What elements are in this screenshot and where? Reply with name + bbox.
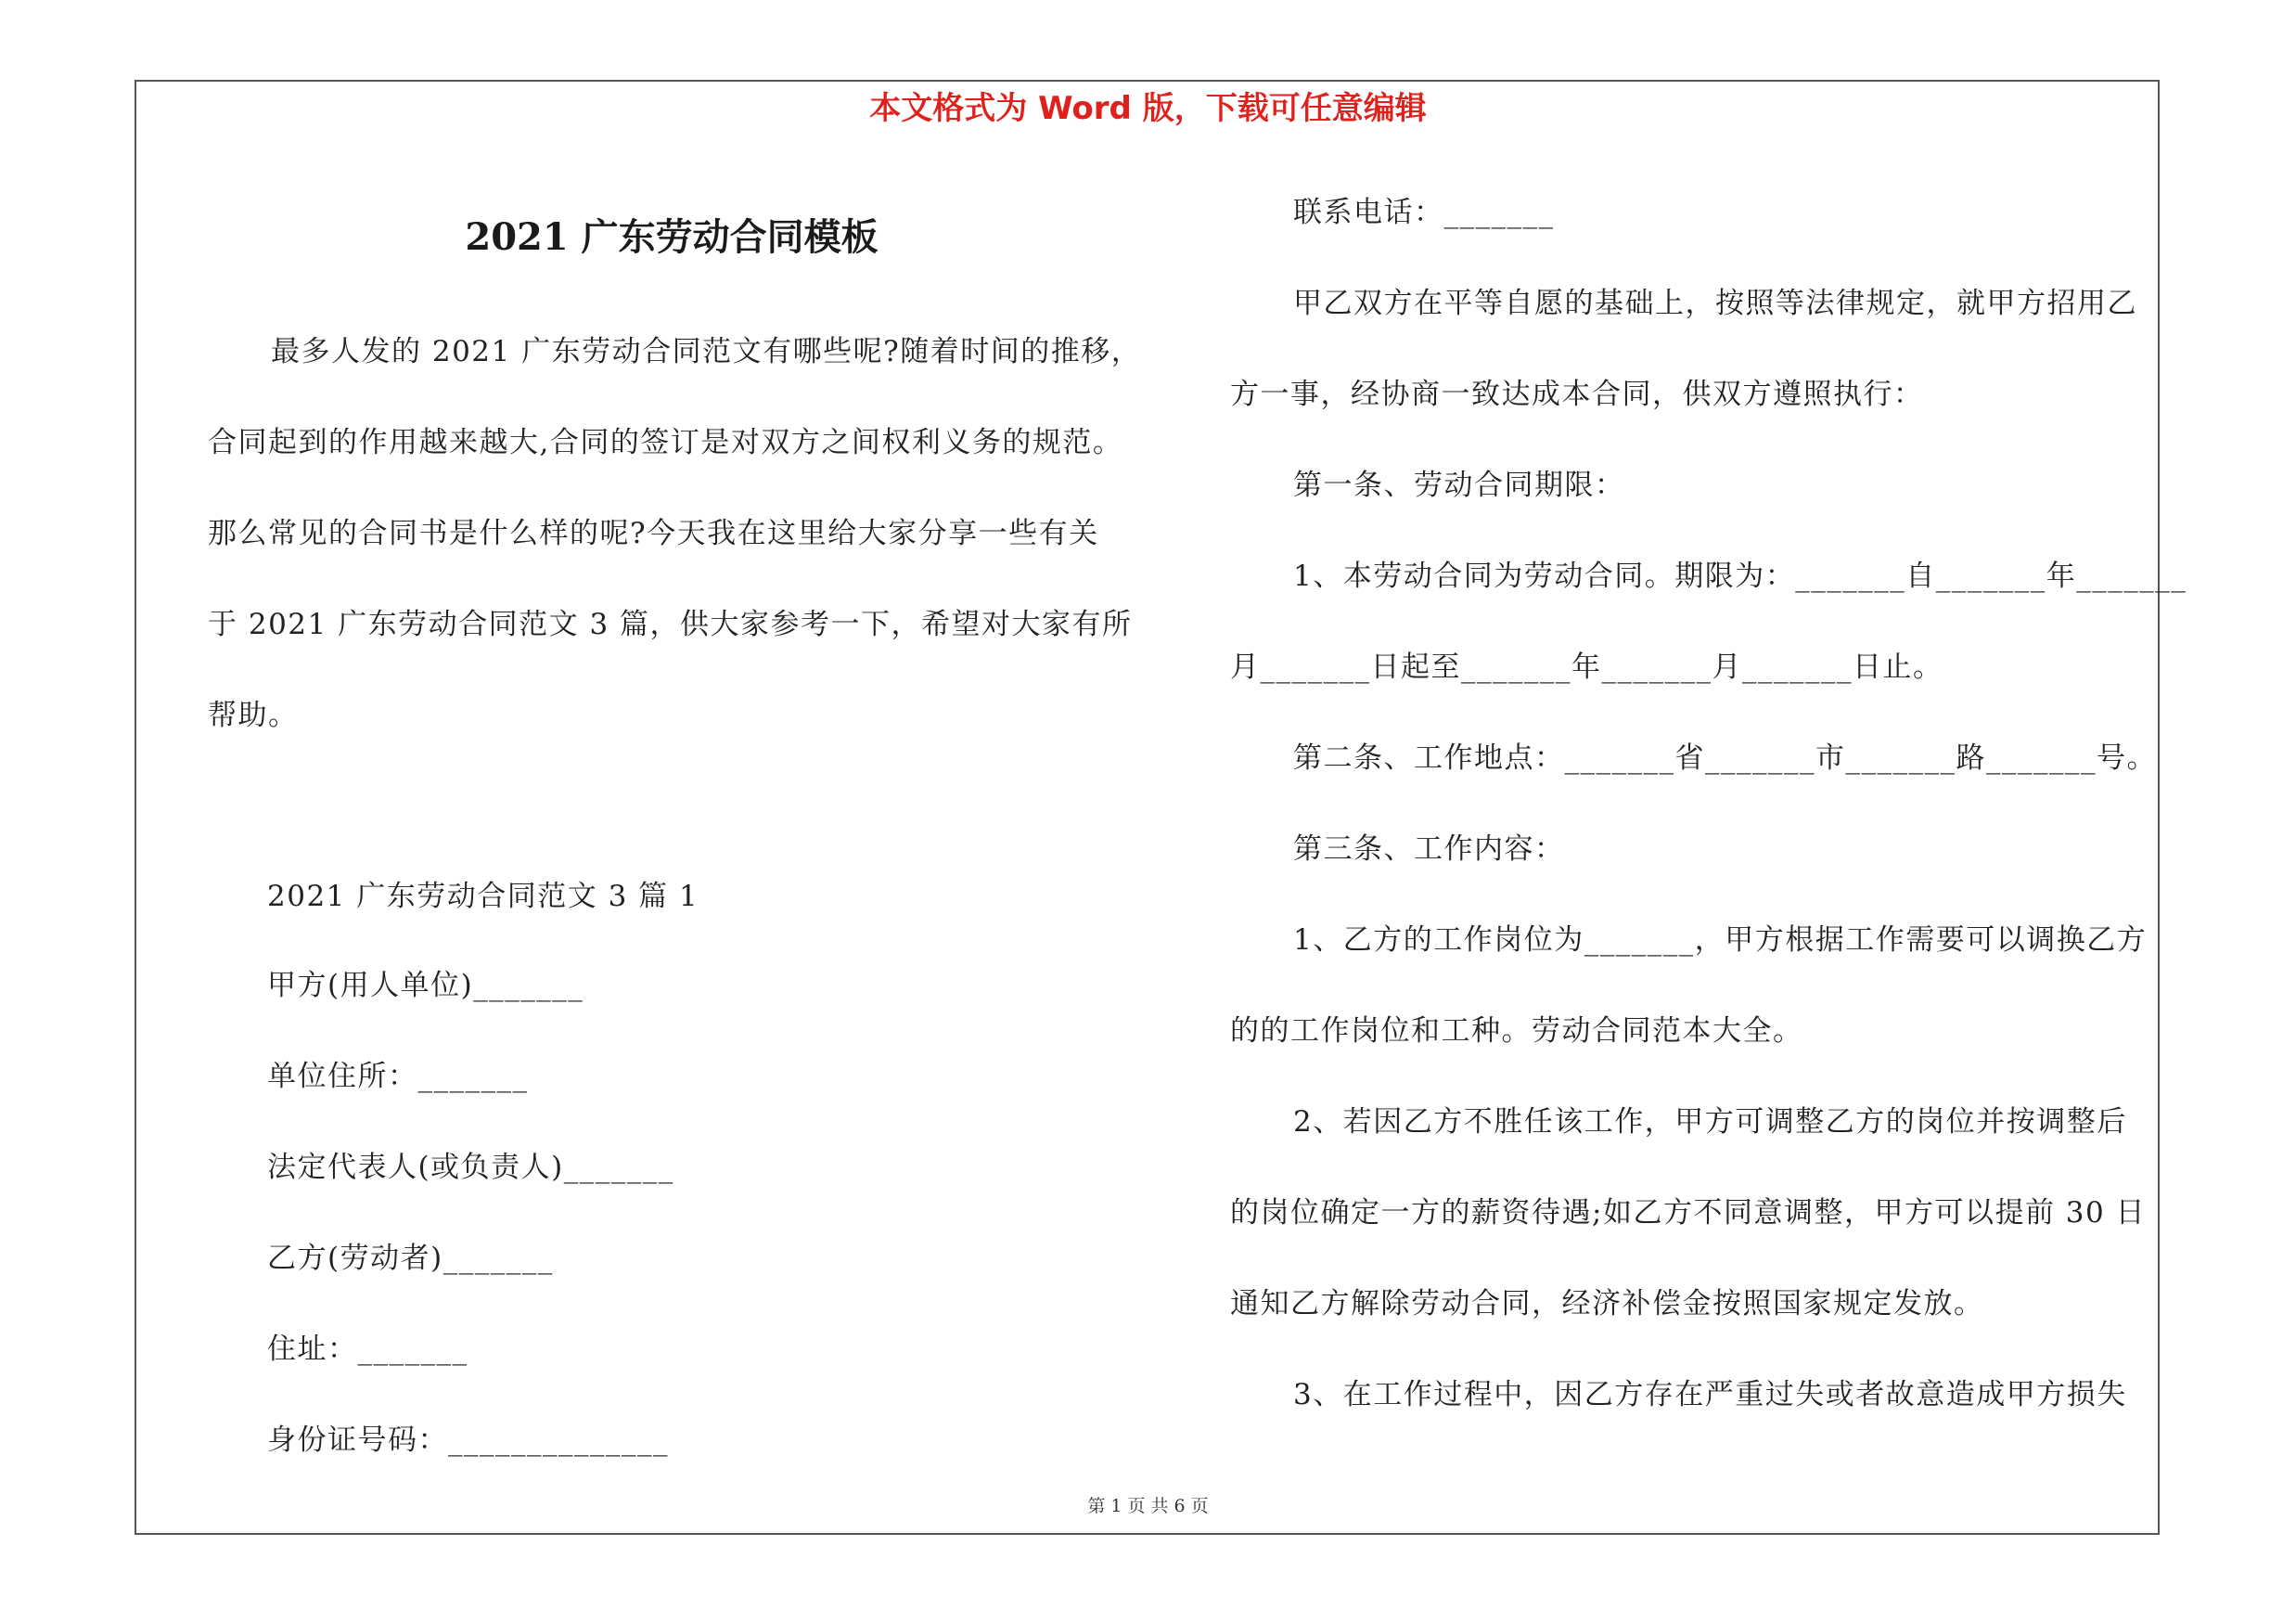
intro-line-4: 于 2021 广东劳动合同范文 3 篇，供大家参考一下，希望对大家有所	[208, 608, 1133, 641]
intro-line-5: 帮助。	[208, 699, 299, 732]
contract-line: 的岗位确定一方的薪资待遇;如乙方不同意调整，甲方可以提前 30 日	[1230, 1196, 2147, 1230]
field-party-a: 甲方(用人单位)_______	[267, 969, 584, 1002]
contract-line: 的的工作岗位和工种。劳动合同范本大全。	[1230, 1014, 1803, 1048]
field-id-number: 身份证号码：______________	[267, 1423, 669, 1457]
intro-line-3: 那么常见的合同书是什么样的呢?今天我在这里给大家分享一些有关	[208, 517, 1099, 550]
intro-line-1: 最多人发的 2021 广东劳动合同范文有哪些呢?随着时间的推移，	[271, 335, 1142, 368]
contract-line: 1、本劳动合同为劳动合同。期限为：_______自_______年_______	[1293, 560, 2187, 593]
field-party-b: 乙方(劳动者)_______	[267, 1242, 554, 1275]
intro-line-2: 合同起到的作用越来越大,合同的签订是对双方之间权利义务的规范。	[208, 426, 1123, 459]
contract-line: 3、在工作过程中，因乙方存在严重过失或者故意造成甲方损失	[1293, 1378, 2127, 1411]
contract-line: 第二条、工作地点：_______省_______市_______路_______号。	[1293, 741, 2157, 775]
page-number-footer: 第 1 页 共 6 页	[1087, 1496, 1209, 1516]
contract-line: 第三条、工作内容：	[1293, 832, 1565, 866]
document-title: 2021 广东劳动合同模板	[465, 215, 879, 259]
contract-line: 月_______日起至_______年_______月_______日止。	[1230, 650, 1943, 684]
contract-line: 甲乙双方在平等自愿的基础上，按照等法律规定，就甲方招用乙	[1293, 287, 2137, 320]
field-address: 住址：_______	[267, 1333, 468, 1366]
field-unit-address: 单位住所：_______	[267, 1060, 529, 1093]
section-heading: 2021 广东劳动合同范文 3 篇 1	[267, 880, 699, 913]
field-legal-representative: 法定代表人(或负责人)_______	[267, 1151, 674, 1184]
contract-line: 第一条、劳动合同期限：	[1293, 469, 1625, 502]
word-format-notice: 本文格式为 Word 版，下载可任意编辑	[869, 90, 1427, 127]
contract-line: 1、乙方的工作岗位为_______，甲方根据工作需要可以调换乙方	[1293, 923, 2148, 957]
contract-line: 方一事，经协商一致达成本合同，供双方遵照执行：	[1230, 378, 1924, 411]
contract-line: 2、若因乙方不胜任该工作，甲方可调整乙方的岗位并按调整后	[1293, 1105, 2127, 1139]
contract-line: 通知乙方解除劳动合同，经济补偿金按照国家规定发放。	[1230, 1287, 1984, 1320]
contract-line: 联系电话：_______	[1293, 196, 1555, 229]
